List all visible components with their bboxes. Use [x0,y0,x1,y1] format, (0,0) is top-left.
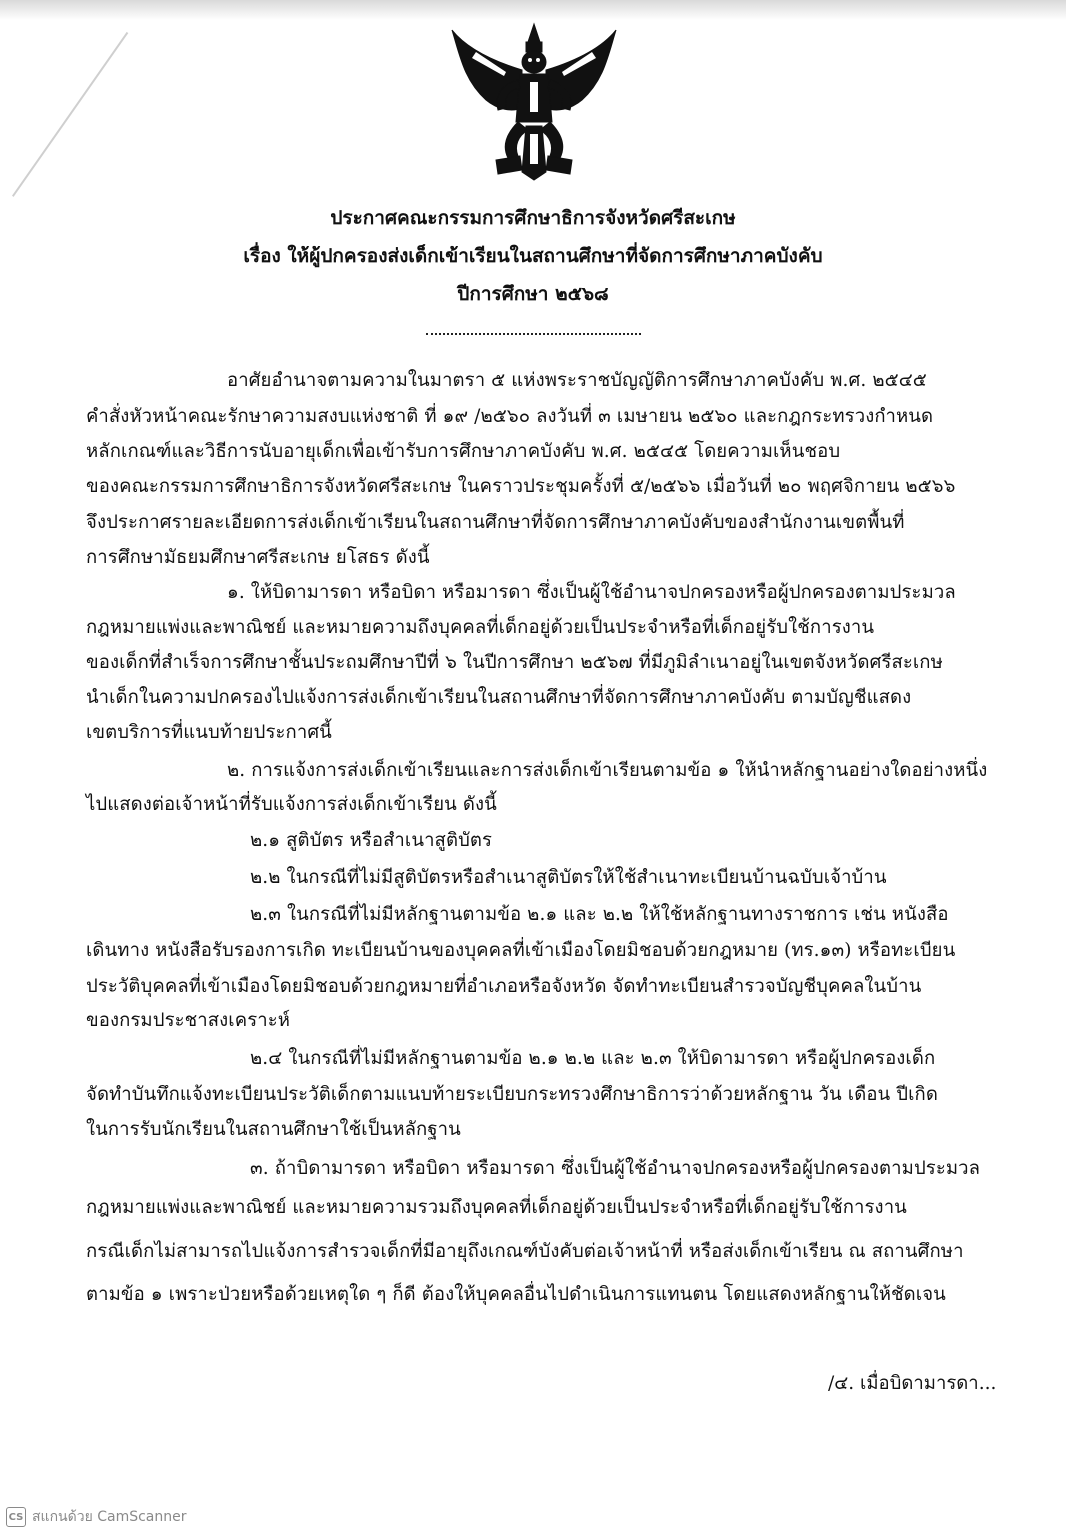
body-line: ของคณะกรรมการศึกษาธิการจังหวัดศรีสะเกษ ในคราวประชุมครั้งที่ ๕/๒๕๖๖ เมื่อวันที่ ๒๐ พฤศจิกายน ๒๕๖๖ [86,476,956,497]
body-line: ในการรับนักเรียนในสถานศึกษาใช้เป็นหลักฐาน [86,1119,461,1140]
body-line: ๒.๔ ในกรณีที่ไม่มีหลักฐานตามข้อ ๒.๑ ๒.๒ และ ๒.๓ ให้บิดามารดา หรือผู้ปกครองเด็ก [250,1048,936,1069]
garuda-emblem-icon [446,22,622,182]
body-line: หลักเกณฑ์และวิธีการนับอายุเด็กเพื่อเข้ารับการศึกษาภาคบังคับ พ.ศ. ๒๕๔๕ โดยความเห็นชอบ [86,441,841,462]
body-line: ๓. ถ้าบิดามารดา หรือบิดา หรือมารดา ซึ่งเป็นผู้ใช้อำนาจปกครองหรือผู้ปกครองตามประมวล [250,1158,981,1179]
body-line: กฎหมายแพ่งและพาณิชย์ และหมายความถึงบุคคลที่เด็กอยู่ด้วยเป็นประจำหรือที่เด็กอยู่รับใช้การงาน [86,617,875,638]
body-line: จัดทำบันทึกแจ้งทะเบียนประวัติเด็กตามแนบท้ายระเบียบกระทรวงศึกษาธิการว่าด้วยหลักฐาน วัน เดือน ปีเกิด [86,1084,938,1105]
body-line: กรณีเด็กไม่สามารถไปแจ้งการสำรวจเด็กที่มีอายุถึงเกณฑ์บังคับต่อเจ้าหน้าที่ หรือส่งเด็กเข้าเรียน ณ สถานศึกษา [86,1241,964,1262]
body-line: ๒.๒ ในกรณีที่ไม่มีสูติบัตรหรือสำเนาสูติบัตรให้ใช้สำเนาทะเบียนบ้านฉบับเจ้าบ้าน [250,867,887,888]
paper-corner-edge [0,0,128,197]
continuation-note: /๔. เมื่อบิดามารดา... [828,1373,997,1394]
scan-top-shadow [0,0,1066,20]
body-line: จึงประกาศรายละเอียดการส่งเด็กเข้าเรียนในสถานศึกษาที่จัดการศึกษาภาคบังคับของสำนักงานเขตพื้นที่ [86,512,905,533]
body-line: ตามข้อ ๑ เพราะป่วยหรือด้วยเหตุใด ๆ ก็ดี ต้องให้บุคคลอื่นไปดำเนินการแทนตน โดยแสดงหลักฐานให้ชัดเจน [86,1284,946,1305]
body-line: ๒. การแจ้งการส่งเด็กเข้าเรียนและการส่งเด็กเข้าเรียนตามข้อ ๑ ให้นำหลักฐานอย่างใดอย่างหนึ่ง [227,760,988,781]
body-line: กฎหมายแพ่งและพาณิชย์ และหมายความรวมถึงบุคคลที่เด็กอยู่ด้วยเป็นประจำหรือที่เด็กอยู่รับใช้การงาน [86,1197,907,1218]
body-line: ไปแสดงต่อเจ้าหน้าที่รับแจ้งการส่งเด็กเข้าเรียน ดังนี้ [86,794,497,815]
body-line: ประวัติบุคคลที่เข้าเมืองโดยมิชอบด้วยกฎหมายที่อำเภอหรือจังหวัด จัดทำทะเบียนสำรวจบัญชีบุคคลในบ้าน [86,976,922,997]
body-line: นำเด็กในความปกครองไปแจ้งการส่งเด็กเข้าเรียนในสถานศึกษาที่จัดการศึกษาภาคบังคับ ตามบัญชีแสดง [86,687,912,708]
body-line: ๒.๓ ในกรณีที่ไม่มีหลักฐานตามข้อ ๒.๑ และ ๒.๒ ให้ใช้หลักฐานทางราชการ เช่น หนังสือ [250,904,949,925]
camscanner-logo-icon: CS [6,1507,26,1527]
body-line: ของกรมประชาสงเคราะห์ [86,1010,291,1031]
body-line: คำสั่งหัวหน้าคณะรักษาความสงบแห่งชาติ ที่ ๑๙ /๒๕๖๐ ลงวันที่ ๓ เมษายน ๒๕๖๐ และกฎกระทรวงกำหนด [86,406,934,427]
body-line: ๑. ให้บิดามารดา หรือบิดา หรือมารดา ซึ่งเป็นผู้ใช้อำนาจปกครองหรือผู้ปกครองตามประมวล [227,582,956,603]
camscanner-watermark [6,1506,187,1528]
body-line: เดินทาง หนังสือรับรองการเกิด ทะเบียนบ้านของบุคคลที่เข้าเมืองโดยมิชอบด้วยกฎหมาย (ทร.๑๓) หรือทะเบียน [86,940,956,961]
announcement-title: ประกาศคณะกรรมการศึกษาธิการจังหวัดศรีสะเกษ [330,207,736,229]
body-line: การศึกษามัธยมศึกษาศรีสะเกษ ยโสธร ดังนี้ [86,547,430,568]
body-line: ของเด็กที่สำเร็จการศึกษาชั้นประถมศึกษาปีที่ ๖ ในปีการศึกษา ๒๕๖๗ ที่มีภูมิลำเนาอยู่ในเขตจังหวัดศรีสะเกษ [86,652,943,673]
body-line: อาศัยอำนาจตามความในมาตรา ๕ แห่งพระราชบัญญัติการศึกษาภาคบังคับ พ.ศ. ๒๕๔๕ [227,370,927,391]
body-line: ๒.๑ สูติบัตร หรือสำเนาสูติบัตร [250,830,493,851]
watermark-text: สแกนด้วย CamScanner [32,1509,187,1525]
academic-year: ปีการศึกษา ๒๕๖๘ [457,283,609,305]
dotted-divider [426,333,641,335]
announcement-subject: เรื่อง ให้ผู้ปกครองส่งเด็กเข้าเรียนในสถานศึกษาที่จัดการศึกษาภาคบังคับ [243,245,823,267]
body-line: เขตบริการที่แนบท้ายประกาศนี้ [86,722,332,743]
